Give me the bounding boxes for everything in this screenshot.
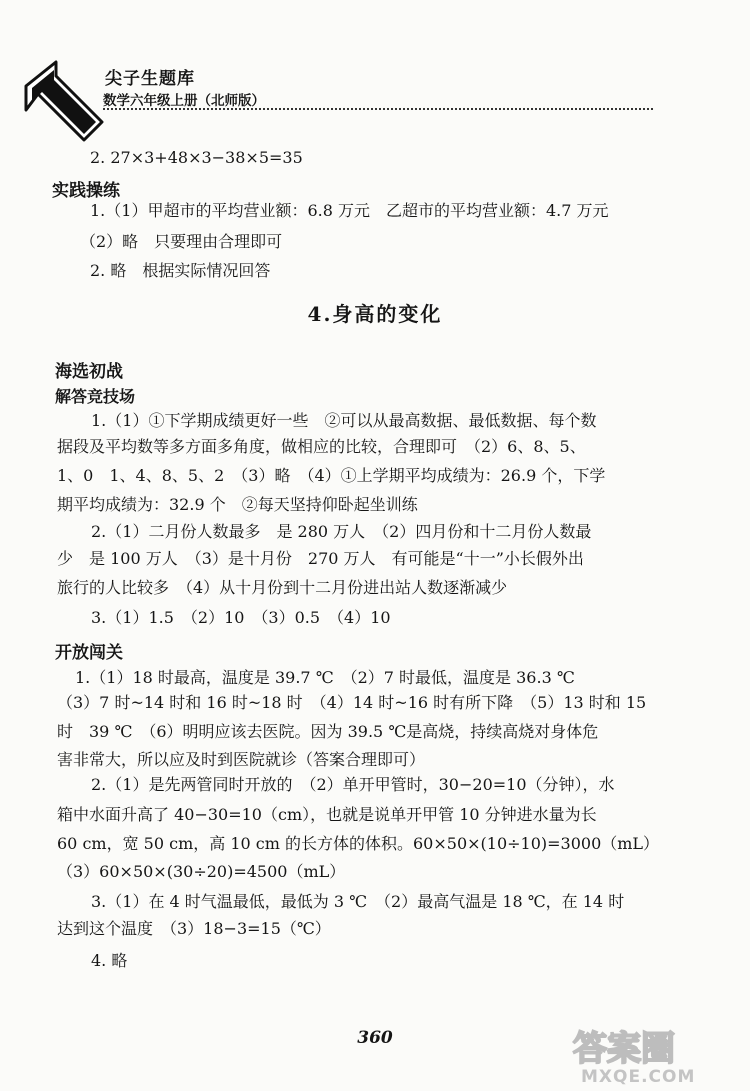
answer-line: 箱中水面升高了 40−30=10（cm），也就是说单开甲管 10 分钟进水量为长: [57, 805, 597, 824]
header-divider: [103, 108, 653, 110]
subsection-heading: 解答竞技场: [55, 387, 136, 406]
answer-line: （2）略 只要理由合理即可: [80, 232, 283, 251]
answer-line: 据段及平均数等多方面多角度，做相应的比较，合理即可 （2）6、8、5、: [57, 437, 586, 456]
answer-line: 旅行的人比较多 （4）从十月份到十二月份进出站人数逐渐减少: [57, 578, 508, 597]
answer-line: 3.（1）在 4 时气温最低，最低为 3 ℃ （2）最高气温是 18 ℃，在 14 时: [91, 892, 625, 911]
answer-line: 期平均成绩为：32.9 个 ②每天坚持仰卧起坐训练: [57, 495, 418, 514]
answer-line: 时 39 ℃ （6）明明应该去医院。因为 39.5 ℃是高烧，持续高烧对身体危: [57, 722, 599, 741]
answer-line: 60 cm，宽 50 cm，高 10 cm 的长方体的体积。60×50×(10÷10)=3000（mL）: [57, 834, 660, 853]
section-heading: 开放闯关: [55, 643, 123, 663]
answer-line: 1、0 1、4、8、5、2 （3）略 （4）①上学期平均成绩为：26.9 个，下学: [57, 466, 606, 485]
answer-line: 达到这个温度 （3）18−3=15（℃）: [57, 919, 331, 938]
watermark-url: MXQE.COM: [581, 1067, 696, 1086]
answer-line: （3）7 时~14 时和 16 时~18 时 （4）14 时~16 时有所下降 （5）13 时和 15: [57, 693, 647, 712]
watermark-logo: [555, 1022, 745, 1086]
answer-line: 1.（1）①下学期成绩更好一些 ②可以从最高数据、最低数据、每个数: [91, 411, 597, 430]
answer-line: 害非常大，所以应及时到医院就诊（答案合理即可）: [57, 750, 426, 769]
answer-line: 少 是 100 万人 （3）是十月份 270 万人 有可能是“十一”小长假外出: [57, 549, 584, 568]
answer-line: 2.（1）二月份人数最多 是 280 万人 （2）四月份和十二月份人数最: [91, 522, 592, 541]
answer-line: （3）60×50×(30÷20)=4500（mL）: [57, 862, 346, 881]
answer-line: 1.（1）18 时最高，温度是 39.7 ℃ （2）7 时最低，温度是 36.3 ℃: [75, 668, 575, 687]
chapter-title: 4.身高的变化: [307, 302, 443, 326]
header-title: 尖子生题库: [105, 69, 195, 89]
answer-line: 3.（1）1.5 （2）10 （3）0.5 （4）10: [91, 608, 391, 627]
answer-line: 1.（1）甲超市的平均营业额：6.8 万元 乙超市的平均营业额：4.7 万元: [90, 201, 609, 220]
section-heading: 实践操练: [52, 181, 120, 201]
header-subtitle: 数学六年级上册（北师版）: [103, 93, 265, 109]
answer-line: 2. 27×3+48×3−38×5=35: [90, 148, 303, 167]
page-number: 360: [357, 1028, 393, 1048]
answer-line: 4. 略: [91, 951, 128, 970]
answer-line: 2. 略 根据实际情况回答: [90, 261, 271, 280]
watermark-text: 答案圈: [573, 1029, 675, 1069]
answer-line: 2.（1）是先两管同时开放的 （2）单开甲管时，30−20=10（分钟），水: [91, 775, 615, 794]
arrow-logo-icon: [18, 58, 110, 150]
section-heading: 海选初战: [55, 362, 123, 382]
